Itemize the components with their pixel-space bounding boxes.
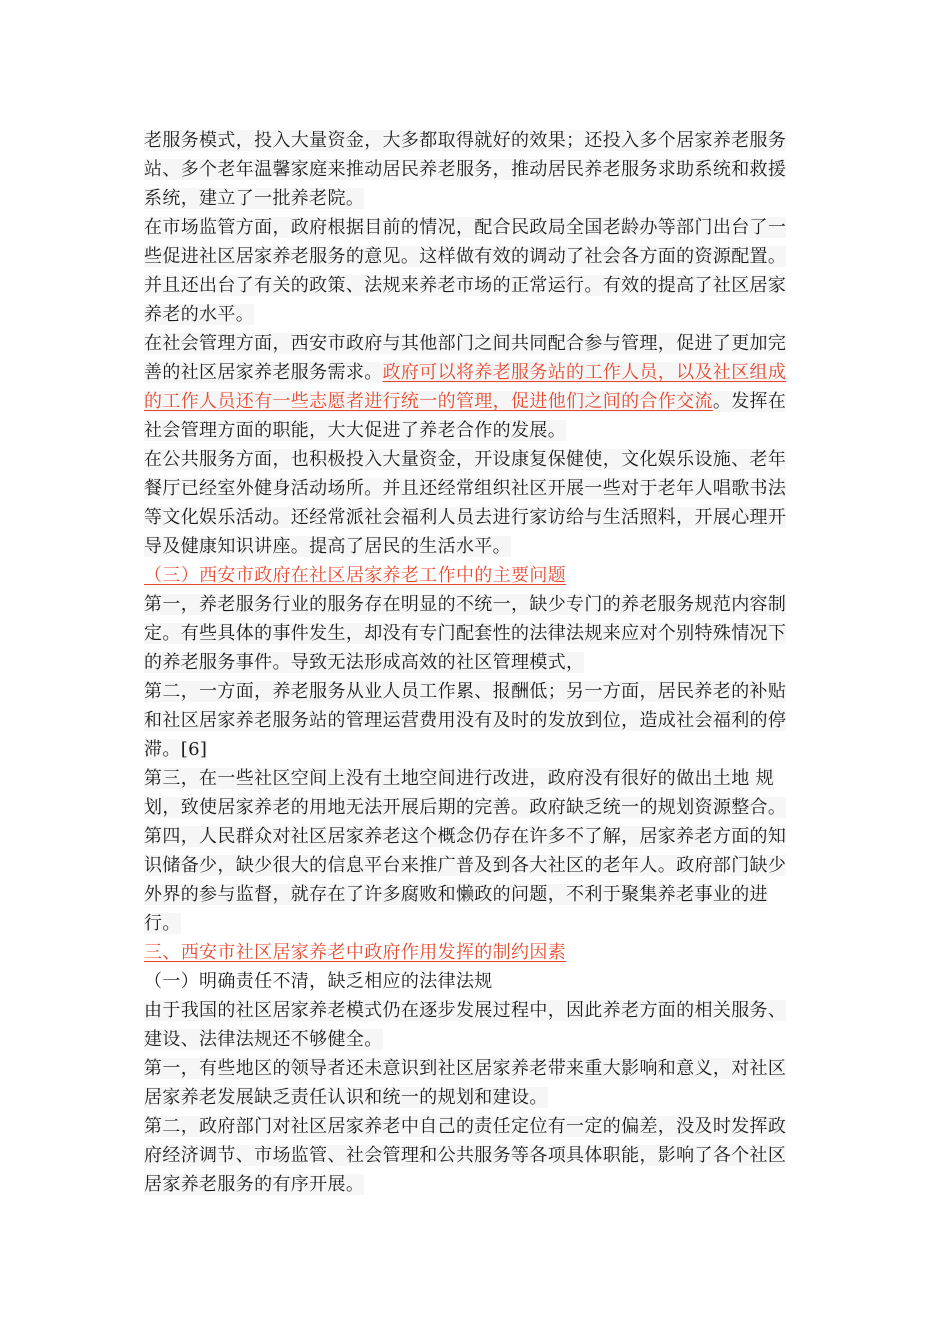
- paragraph-text: 。发挥在社会管理方面的职能，大大促进了养老合作的发展。: [144, 391, 787, 441]
- paragraph-text: 在市场监管方面，政府根据目前的情况，配合民政局全国老龄办等部门出台了一些促进社区居家养老服务的意见。这样做有效的调动了社会各方面的资源配置。并且还出台了有关的政策、法规来养老市场的正常运行。有效的提高了社区居家养老的水平。: [144, 217, 787, 325]
- paragraph-elderly-service-investment: [144, 126, 804, 213]
- paragraph-problem-third: [144, 764, 804, 822]
- paragraph-text: 第一，有些地区的领导者还未意识到社区居家养老带来重大影响和意义，对社区居家养老发展缺乏责任认识和统一的规划和建设。: [144, 1058, 787, 1108]
- paragraph-problem-second: [144, 677, 804, 764]
- paragraph-market-supervision: [144, 213, 804, 329]
- paragraph-legal-framework: [144, 996, 804, 1054]
- highlighted-link-text[interactable]: 政府可以将养老服务站的工作人员，以及社区组成的工作人员还有一些志愿者进行统一的管理，促进他们之间的合作交流: [144, 362, 787, 412]
- paragraph-text: 第一，养老服务行业的服务存在明显的不统一，缺少专门的养老服务规范内容制定。有些具体的事件发生，却没有专门配套性的法律法规来应对个别特殊情况下的养老服务事件。导致无法形成高效的社区管理模式，: [144, 594, 787, 673]
- paragraph-constraint-second: [144, 1112, 804, 1199]
- paragraph-text: 第四，人民群众对社区居家养老这个概念仍存在许多不了解，居家养老方面的知识储备少，缺少很大的信息平台来推广普及到各大社区的老年人。政府部门缺少外界的参与监督，就存在了许多腐败和懒政的问题，不利于聚集养老事业的进行。: [144, 826, 787, 934]
- paragraph-constraint-first: [144, 1054, 804, 1112]
- paragraph-text: 第二，一方面，养老服务从业人员工作累、报酬低；另一方面，居民养老的补贴和社区居家养老服务站的管理运营费用没有及时的发放到位，造成社会福利的停滞。[6]: [144, 681, 787, 760]
- paragraph-text: 第二，政府部门对社区居家养老中自己的责任定位有一定的偏差，没及时发挥政府经济调节、市场监管、社会管理和公共服务等各项具体职能，影响了各个社区居家养老服务的有序开展。: [144, 1116, 787, 1195]
- document-page: [144, 126, 804, 1199]
- paragraph-text: 老服务模式，投入大量资金，大多都取得就好的效果；还投入多个居家养老服务站、多个老年温馨家庭来推动居民养老服务，推动居民养老服务求助系统和救援系统，建立了一批养老院。: [144, 130, 787, 209]
- paragraph-text: 由于我国的社区居家养老模式仍在逐步发展过程中，因此养老方面的相关服务、建设、法律法规还不够健全。: [144, 1000, 787, 1050]
- paragraph-problem-first: [144, 590, 804, 677]
- subsection-heading-responsibility: [144, 967, 804, 996]
- paragraph-text: （一）明确责任不清，缺乏相应的法律法规: [144, 971, 493, 992]
- paragraph-text: 在公共服务方面，也积极投入大量资金，开设康复保健使，文化娱乐设施、老年餐厅已经室外健身活动场所。并且还经常组织社区开展一些对于老年人唱歌书法等文化娱乐活动。还经常派社会福利人员去进行家访给与生活照料，开展心理开导及健康知识讲座。提高了居民的生活水平。: [144, 449, 787, 557]
- paragraph-public-service: [144, 445, 804, 561]
- paragraph-social-management: [144, 329, 804, 445]
- section-heading-constraints[interactable]: 三、西安市社区居家养老中政府作用发挥的制约因素: [144, 942, 567, 963]
- section-heading-main-problems[interactable]: （三）西安市政府在社区居家养老工作中的主要问题: [144, 565, 567, 586]
- paragraph-text: 在社会管理方面，西安市政府与其他部门之间共同配合参与管理，促进了更加完善的社区居家养老服务需求。: [144, 333, 787, 383]
- paragraph-problem-fourth: [144, 822, 804, 938]
- paragraph-text: 第三，在一些社区空间上没有土地空间进行改进，政府没有很好的做出土地 规划，致使居家养老的用地无法开展后期的完善。政府缺乏统一的规划资源整合。: [144, 768, 787, 818]
